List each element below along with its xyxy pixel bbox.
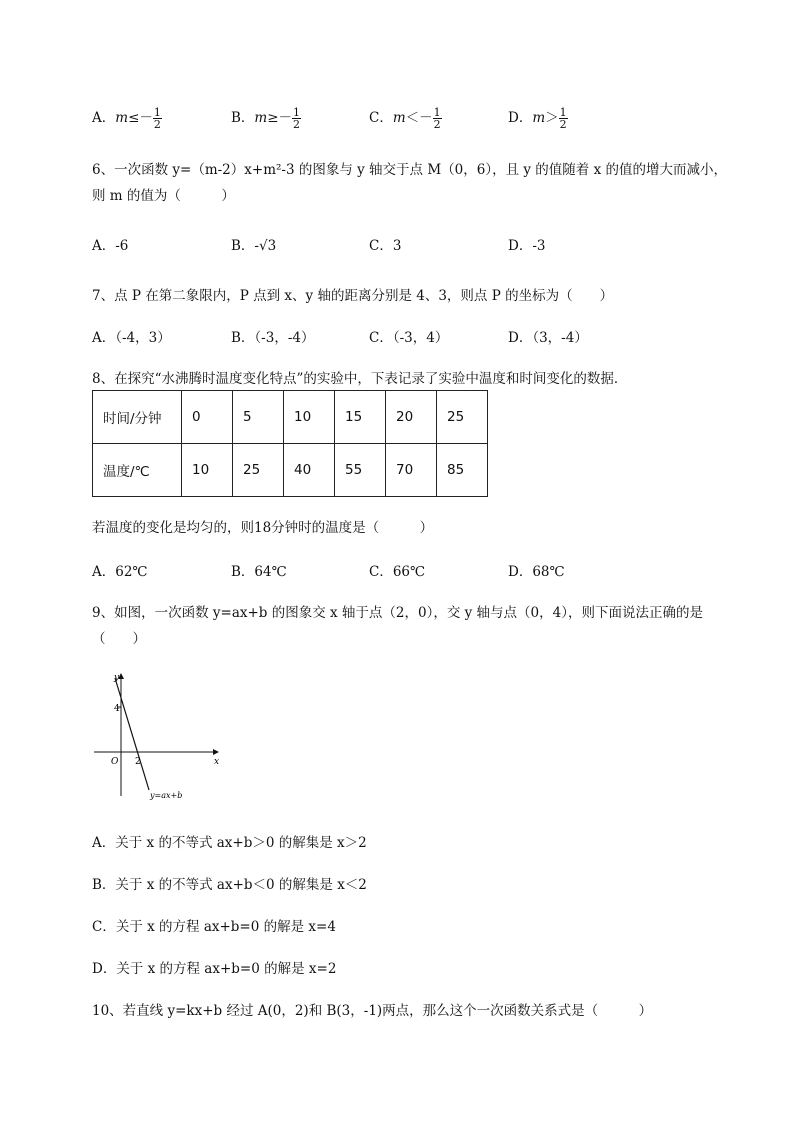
- line-equation-label: y=ax+b: [150, 791, 183, 800]
- table-cell: 10: [182, 444, 233, 497]
- q8-option-d[interactable]: D．68℃: [508, 564, 565, 580]
- table-cell: 5: [233, 391, 284, 444]
- table-cell: 25: [233, 444, 284, 497]
- fraction: $\frac{1}{2}$: [293, 106, 301, 131]
- q8-option-a[interactable]: A．62℃: [92, 564, 148, 580]
- q6-option-d[interactable]: D．-3: [508, 238, 546, 254]
- q8-question: 若温度的变化是均匀的，则18分钟时的温度是（ ）: [92, 520, 434, 536]
- q7-option-c[interactable]: C．（-3，4）: [369, 330, 449, 346]
- q7-stem: 7、点 P 在第二象限内，P 点到 x、y 轴的距离分别是 4、3，则点 P 的坐标为（ ）: [92, 288, 614, 304]
- q9-option-c[interactable]: C．关于 x 的方程 ax+b=0 的解是 x=4: [92, 919, 336, 935]
- table-cell: 20: [386, 391, 437, 444]
- x-axis-label: x: [214, 757, 220, 767]
- q5-option-a[interactable]: A．m≤－ $\frac{1}{2}$: [92, 106, 161, 131]
- q7-option-d[interactable]: D．（3，-4）: [508, 330, 588, 346]
- table-row: [93, 391, 488, 444]
- q6-option-c[interactable]: C．3: [369, 238, 402, 254]
- q7-option-a[interactable]: A．（-4，3）: [92, 330, 171, 346]
- q9-option-d[interactable]: D．关于 x 的方程 ax+b=0 的解是 x=2: [92, 961, 337, 977]
- table-row: [93, 444, 488, 497]
- q5-option-c[interactable]: C．m＜－ $\frac{1}{2}$: [369, 106, 441, 131]
- table-header-cell: 温度/℃: [93, 444, 182, 497]
- function-line: [115, 678, 149, 790]
- y-tick-label: 4: [114, 704, 120, 714]
- q6-option-a[interactable]: A．-6: [92, 238, 129, 254]
- x-tick-label: 2: [135, 757, 141, 767]
- table-cell: 0: [182, 391, 233, 444]
- table-cell: 85: [437, 444, 488, 497]
- q9-stem-line2: （ ）: [92, 631, 146, 647]
- q10-stem: 10、若直线 y=kx+b 经过 A(0，2)和 B(3，-1)两点，那么这个一次函数关系式是（ ）: [92, 1003, 653, 1019]
- q7-option-b[interactable]: B．（-3，-4）: [231, 330, 315, 346]
- q9-function-graph: [92, 668, 232, 808]
- q6-option-b[interactable]: B．-√3: [231, 238, 277, 254]
- q6-stem-line1: 6、一次函数 y=（m-2）x+m²-3 的图象与 y 轴交于点 M（0，6），且 y 的值随着 x 的值的增大而减小，: [92, 162, 728, 178]
- table-cell: 15: [335, 391, 386, 444]
- origin-label: O: [111, 757, 119, 767]
- q5-option-b[interactable]: B．m≥－ $\frac{1}{2}$: [231, 106, 301, 131]
- q8-data-table: [92, 390, 488, 497]
- fraction: $\frac{1}{2}$: [433, 106, 441, 131]
- q6-stem-line2: 则 m 的值为（ ）: [92, 188, 235, 204]
- q9-option-a[interactable]: A．关于 x 的不等式 ax+b＞0 的解集是 x＞2: [92, 835, 367, 851]
- table-cell: 25: [437, 391, 488, 444]
- q8-stem: 8、在探究“水沸腾时温度变化特点”的实验中，下表记录了实验中温度和时间变化的数据．: [92, 371, 628, 387]
- fraction: $\frac{1}{2}$: [153, 106, 161, 131]
- q8-option-b[interactable]: B．64℃: [231, 564, 287, 580]
- table-header-cell: 时间/分钟: [93, 391, 182, 444]
- q8-option-c[interactable]: C．66℃: [369, 564, 426, 580]
- table-cell: 40: [284, 444, 335, 497]
- fraction: $\frac{1}{2}$: [559, 106, 567, 131]
- table-cell: 55: [335, 444, 386, 497]
- y-axis-label: y: [114, 673, 120, 683]
- q9-option-b[interactable]: B．关于 x 的不等式 ax+b＜0 的解集是 x＜2: [92, 877, 367, 893]
- q5-option-d[interactable]: D．m＞ $\frac{1}{2}$: [508, 106, 567, 131]
- q9-stem-line1: 9、如图，一次函数 y=ax+b 的图象交 x 轴于点（2，0），交 y 轴与点（0，4），则下面说法正确的是: [92, 605, 703, 621]
- table-cell: 10: [284, 391, 335, 444]
- table-cell: 70: [386, 444, 437, 497]
